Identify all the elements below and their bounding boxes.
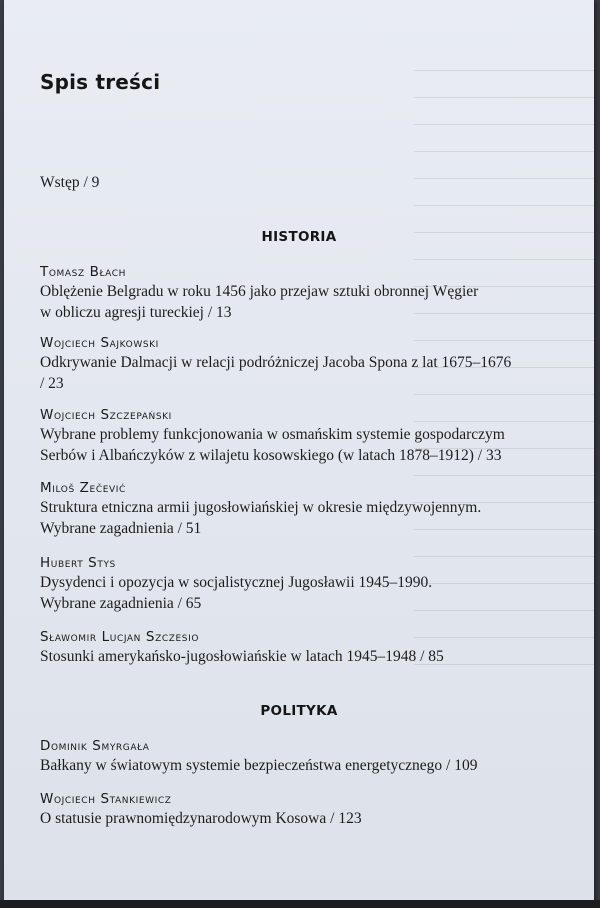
entry-title-line: Serbów i Albańczyków z wilajetu kosowskiego (w latach 1878–1912) / 33: [40, 447, 502, 464]
entry-title-line: Odkrywanie Dalmacji w relacji podróżniczej Jacoba Spona z lat 1675–1676: [40, 354, 512, 371]
toc-entry: [40, 790, 560, 829]
toc-entry: [40, 628, 560, 667]
entry-title-line: / 23: [40, 375, 64, 392]
entry-author: Tomasz Błach: [40, 264, 126, 280]
entry-author: Wojciech Sajkowski: [40, 335, 159, 351]
entry-title-line: Struktura etniczna armii jugosłowiańskiej w okresie międzywojennym.: [40, 499, 482, 516]
entry-title-line: Dysydenci i opozycja w socjalistycznej Jugosławii 1945–1990.: [40, 574, 433, 591]
entry-title-line: Wybrane zagadnienia / 51: [40, 520, 202, 537]
toc-entry: [40, 737, 560, 776]
entry-title-line: Bałkany w światowym systemie bezpieczeństwa energetycznego / 109: [40, 757, 478, 774]
entry-title-line: O statusie prawnomiędzynarodowym Kosowa / 123: [40, 810, 362, 827]
entry-title-line: w obliczu agresji tureckiej / 13: [40, 304, 232, 321]
toc-entry: [40, 334, 560, 394]
entry-author: Sławomir Lucjan Szczesio: [40, 629, 200, 645]
entry-title-line: Stosunki amerykańsko-jugosłowiańskie w latach 1945–1948 / 85: [40, 648, 444, 665]
toc-entry: [40, 406, 560, 466]
intro-entry: Wstęp / 9: [40, 174, 100, 191]
show-through-text: [304, 70, 594, 720]
toc-entry: [40, 554, 560, 614]
entry-title-line: Oblężenie Belgradu w roku 1456 jako przejaw sztuki obronnej Węgier: [40, 283, 479, 300]
entry-title-line: Wybrane problemy funkcjonowania w osmańskim systemie gospodarczym: [40, 426, 505, 443]
toc-entry: [40, 263, 560, 323]
page-edge-shadow: [0, 900, 600, 908]
entry-author: Hubert Stys: [40, 555, 116, 571]
book-page: [4, 0, 594, 904]
entry-title-line: Wybrane zagadnienia / 65: [40, 595, 202, 612]
toc-entry: [40, 479, 560, 539]
page-title: Spis treści: [40, 70, 161, 94]
section-heading-polityka: POLITYKA: [260, 703, 338, 719]
entry-author: Miloš Zečević: [40, 480, 126, 496]
entry-author: Wojciech Stankiewicz: [40, 791, 172, 807]
entry-author: Wojciech Szczepański: [40, 407, 172, 423]
section-heading-historia: HISTORIA: [261, 229, 337, 245]
entry-author: Dominik Smyrgała: [40, 738, 150, 754]
